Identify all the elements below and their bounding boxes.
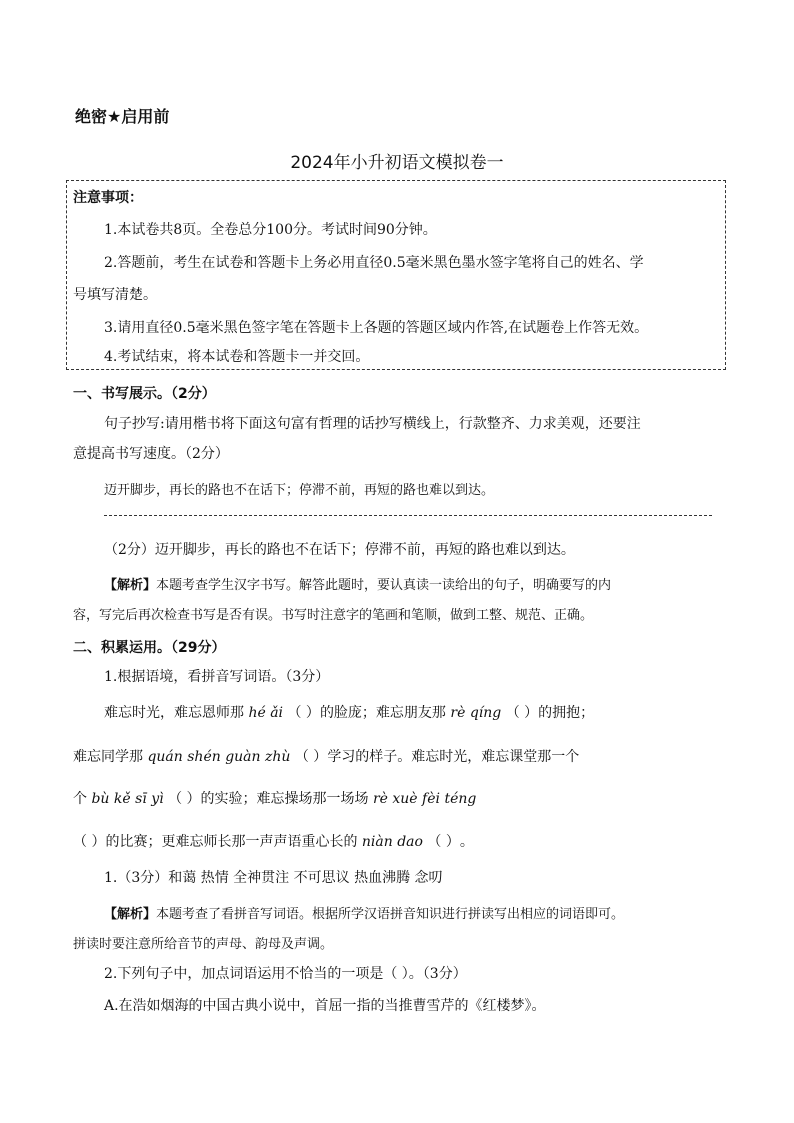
pinyin: niàn dao	[361, 834, 423, 850]
analysis-text: 本题考查了看拼音写词语。根据所学汉语拼音知识进行拼读写出相应的词语即可。	[156, 907, 625, 922]
pinyin: hé ǎi	[248, 705, 284, 721]
analysis-text: 本题考查学生汉字书写。解答此题时，要认真读一读给出的句子，明确要写的内	[156, 578, 612, 593]
exam-title: 2024年小升初语文模拟卷一	[290, 153, 504, 173]
analysis-label: 【解析】	[104, 907, 157, 922]
answer-blank[interactable]: （ ）	[505, 705, 539, 721]
q1-text: 个	[73, 791, 87, 807]
q1-text: 难忘时光，难忘恩师那	[104, 705, 244, 721]
q1-line-2	[73, 749, 579, 765]
section-1-analysis	[104, 574, 611, 593]
q1-text: 学习的样子。难忘时光，难忘课堂那一个	[327, 749, 580, 765]
q1-text: 。	[459, 834, 474, 850]
notice-item-1: 1.本试卷共8页。全卷总分100分。考试时间90分钟。	[104, 222, 437, 238]
answer-blank[interactable]: （ ）	[73, 834, 106, 850]
q1-text: 的脸庞；难忘朋友那	[319, 705, 446, 721]
copy-sentence: 迈开脚步，再长的路也不在话下；停滞不前，再短的路也难以到达。	[104, 483, 495, 498]
answer-blank[interactable]: （ ）	[168, 791, 201, 807]
question-2-option-a[interactable]: A.在浩如烟海的中国古典小说中，首屈一指的当推曹雪芹的《红楼梦》。	[104, 998, 546, 1014]
q1-text: 的实验；难忘操场那一场场	[200, 791, 369, 807]
section-2-heading: 二、积累运用。（29分）	[73, 640, 226, 656]
notice-item-2-cont: 号填写清楚。	[73, 287, 157, 303]
answer-blank[interactable]: （ ）	[294, 749, 328, 765]
writing-line[interactable]	[104, 515, 712, 516]
section-1-instruction-cont: 意提高书写速度。（2分）	[73, 446, 229, 462]
q1-text: 难忘同学那	[73, 749, 143, 765]
question-1-answer: 1.（3分）和蔼 热情 全神贯注 不可思议 热血沸腾 念叨	[104, 870, 443, 886]
q1-text: 的比赛；更难忘师长那一声声语重心长的	[105, 834, 358, 850]
pinyin: rè xuè fèi téng	[372, 791, 477, 807]
pinyin: bù kě sī yì	[91, 791, 164, 807]
notice-item-3: 3.请用直径0.5毫米黑色签字笔在答题卡上各题的答题区域内作答,在试题卷上作答无效。	[104, 320, 649, 336]
answer-blank[interactable]: （ ）	[287, 705, 320, 721]
section-1-heading: 一、书写展示。（2分）	[73, 386, 216, 402]
question-2-stem: 2.下列句子中，加点词语运用不恰当的一项是（ ）。（3分）	[104, 966, 467, 982]
secret-label: 绝密★启用前	[75, 107, 170, 126]
q1-line-3	[73, 791, 476, 807]
notice-item-2: 2.答题前，考生在试卷和答题卡上务必用直径0.5毫米黑色墨水签字笔将自己的姓名、学	[104, 255, 644, 271]
pinyin: rè qíng	[450, 705, 502, 721]
analysis-label: 【解析】	[104, 578, 157, 593]
q1-text: 的拥抱；	[538, 705, 595, 721]
question-1-analysis	[104, 903, 624, 922]
q1-line-1	[104, 705, 594, 721]
section-1-instruction: 句子抄写:请用楷书将下面这句富有哲理的话抄写横线上，行款整齐、力求美观，还要注	[104, 416, 641, 432]
question-1-analysis-cont: 拼读时要注意所给音节的声母、韵母及声调。	[73, 937, 334, 952]
section-1-analysis-cont: 容，写完后再次检查书写是否有误。书写时注意字的笔画和笔顺，做到工整、规范、正确。	[73, 608, 594, 623]
question-1-stem: 1.根据语境，看拼音写词语。（3分）	[104, 669, 330, 685]
pinyin: quán shén guàn zhù	[147, 749, 291, 765]
q1-line-4	[73, 834, 474, 850]
answer-blank[interactable]: （ ）	[427, 834, 460, 850]
notice-box	[66, 180, 726, 370]
notice-item-4: 4.考试结束，将本试卷和答题卡一并交回。	[104, 349, 370, 365]
section-1-answer: （2分）迈开脚步，再长的路也不在话下；停滞不前，再短的路也难以到达。	[104, 542, 575, 558]
notice-heading: 注意事项：	[73, 190, 143, 206]
